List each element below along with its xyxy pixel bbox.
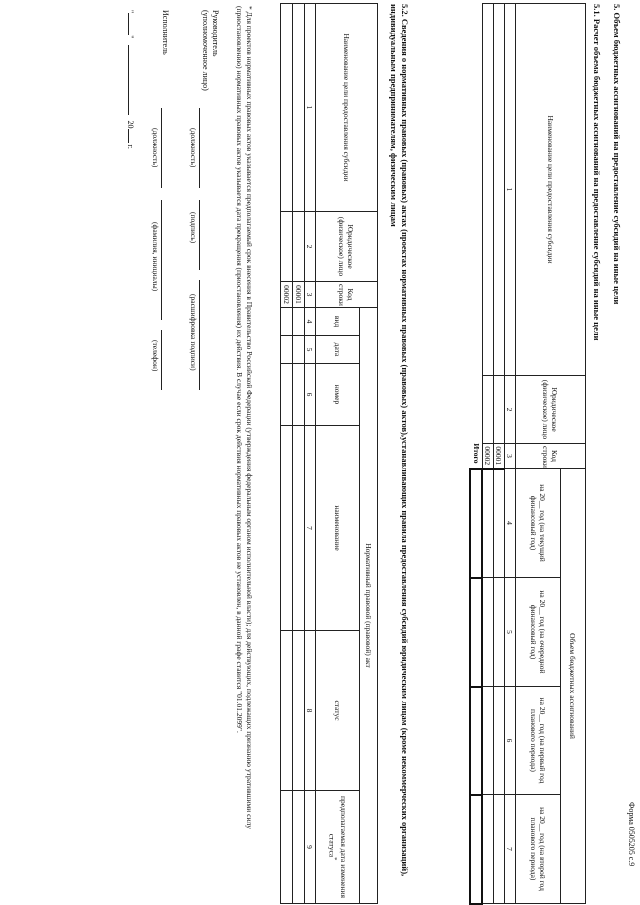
t1-num: 2 [505, 376, 516, 444]
cap-signature: (подпись) [189, 212, 198, 244]
exec-phone-line [161, 330, 162, 390]
total-row [471, 4, 483, 904]
date-suffix: г. [126, 144, 135, 149]
section52-title: 5.2. Сведения о нормативных правовых (правовых) актах (проектах нормативных правовых (правовых) актов),устанавливающих правила предоставления субсидий юридическим лицам (кроме некоммерческих организаций), индивидуальным предпринимателям, физическим лицам [389, 4, 410, 877]
head-signature-line [199, 200, 200, 270]
date-line: "" 20 г. [126, 10, 135, 149]
t2-header-code: Код строки [316, 282, 378, 308]
head-label: Руководитель [211, 10, 220, 57]
head-label-sub: (уполномоченное лицо) [201, 10, 210, 91]
cap-name: (фамилия, инициалы) [151, 222, 160, 292]
table-row [293, 4, 305, 904]
t2-num: 7 [305, 426, 316, 631]
t1-num: 4 [505, 469, 516, 578]
executor-label: Исполнитель [161, 10, 170, 55]
signature-block [200, 10, 220, 91]
t1-num: 3 [505, 444, 516, 469]
t1-header-code: Код строки [516, 444, 586, 469]
t2-sub-status-date: предполагаемая дата изменения статуса* [316, 791, 360, 904]
t1-header-purpose: Наименование цели предоставления субсидии [516, 4, 586, 376]
exec-name-line [161, 200, 162, 320]
t1-num: 7 [505, 795, 516, 904]
form-label: Форма 0505205 с.9 [627, 802, 636, 867]
t2-num: 8 [305, 631, 316, 791]
t1-row-code: 00002 [483, 444, 494, 469]
t2-sub-kind: вид [316, 308, 360, 336]
footnote-mark: * [330, 857, 338, 861]
t1-period-next: на 20__ год (на очередной финансовый год) [516, 578, 561, 687]
t1-num: 1 [505, 4, 516, 376]
cap-position: (должность) [189, 128, 198, 168]
cap-decode: (расшифровка подписи) [189, 294, 198, 371]
table-row [494, 4, 505, 904]
t2-sub-name: наименование [316, 426, 360, 631]
t1-row-code: 00001 [494, 444, 505, 469]
t2-row-code: 00001 [293, 282, 305, 308]
t2-num: 4 [305, 308, 316, 336]
footnote: * Для проектов нормативных правовых актов указывается предполагаемый срок внесения в Правительство Российской Федерации (утверждения федеральным органом исполнительной власти); для действующих, подлежащих признанию утратившими силу (приостановлению) нормативных правовых актов указывается дата прекращения (приостановления) их действия. В случае если срок действия нормативных правовых актов не установлен, в данной графе ставится "01.01.2099". [235, 6, 254, 829]
t2-num: 2 [305, 212, 316, 282]
t2-header-entity: Юридическое (физическое) лицо [316, 212, 378, 282]
t2-row-code: 00002 [281, 282, 293, 308]
t2-num: 6 [305, 364, 316, 426]
exec-position-line [161, 108, 162, 188]
head-position-line [199, 108, 200, 188]
t2-num: 5 [305, 336, 316, 364]
t2-header-group: Нормативный правовой (правовой) акт [360, 308, 378, 904]
cap-position2: (должность) [151, 128, 160, 168]
t2-sub-number: номер [316, 364, 360, 426]
t1-period-plan2: на 20__ год (на второй год планового периода) [516, 795, 561, 904]
t1-total-label: Итого [471, 443, 481, 464]
t1-header-entity: Юридическое (физическое) лицо [516, 376, 586, 444]
t1-header-group: Объем бюджетных ассигнований [561, 469, 586, 904]
t2-num: 1 [305, 4, 316, 212]
section51-title: 5.1. Расчет объема бюджетных ассигнований на предоставление субсидий на иные цели [592, 4, 602, 341]
t1-period-plan1: на 20__ год (на первый год планового периода) [516, 687, 561, 795]
date-year: 20 [126, 120, 135, 129]
head-decode-line [199, 280, 200, 390]
table-row [483, 4, 494, 904]
table-row [281, 4, 293, 904]
legal-acts-table [280, 3, 378, 904]
section5-title: 5. Объем бюджетных ассигнований на предоставление субсидий на иные цели [612, 4, 622, 305]
t1-num: 6 [505, 687, 516, 795]
t2-sub-status: статус [316, 631, 360, 791]
budget-table [470, 3, 587, 905]
t2-num: 3 [305, 282, 316, 308]
t2-sub-date: дата [316, 336, 360, 364]
cap-phone: (телефон) [151, 340, 160, 372]
t2-header-purpose: Наименование цели предоставления субсидии [316, 4, 378, 212]
t1-period-current: на 20__ год (на текущий финансовый год) [516, 469, 561, 578]
t2-num: 9 [305, 791, 316, 904]
t1-num: 5 [505, 578, 516, 687]
